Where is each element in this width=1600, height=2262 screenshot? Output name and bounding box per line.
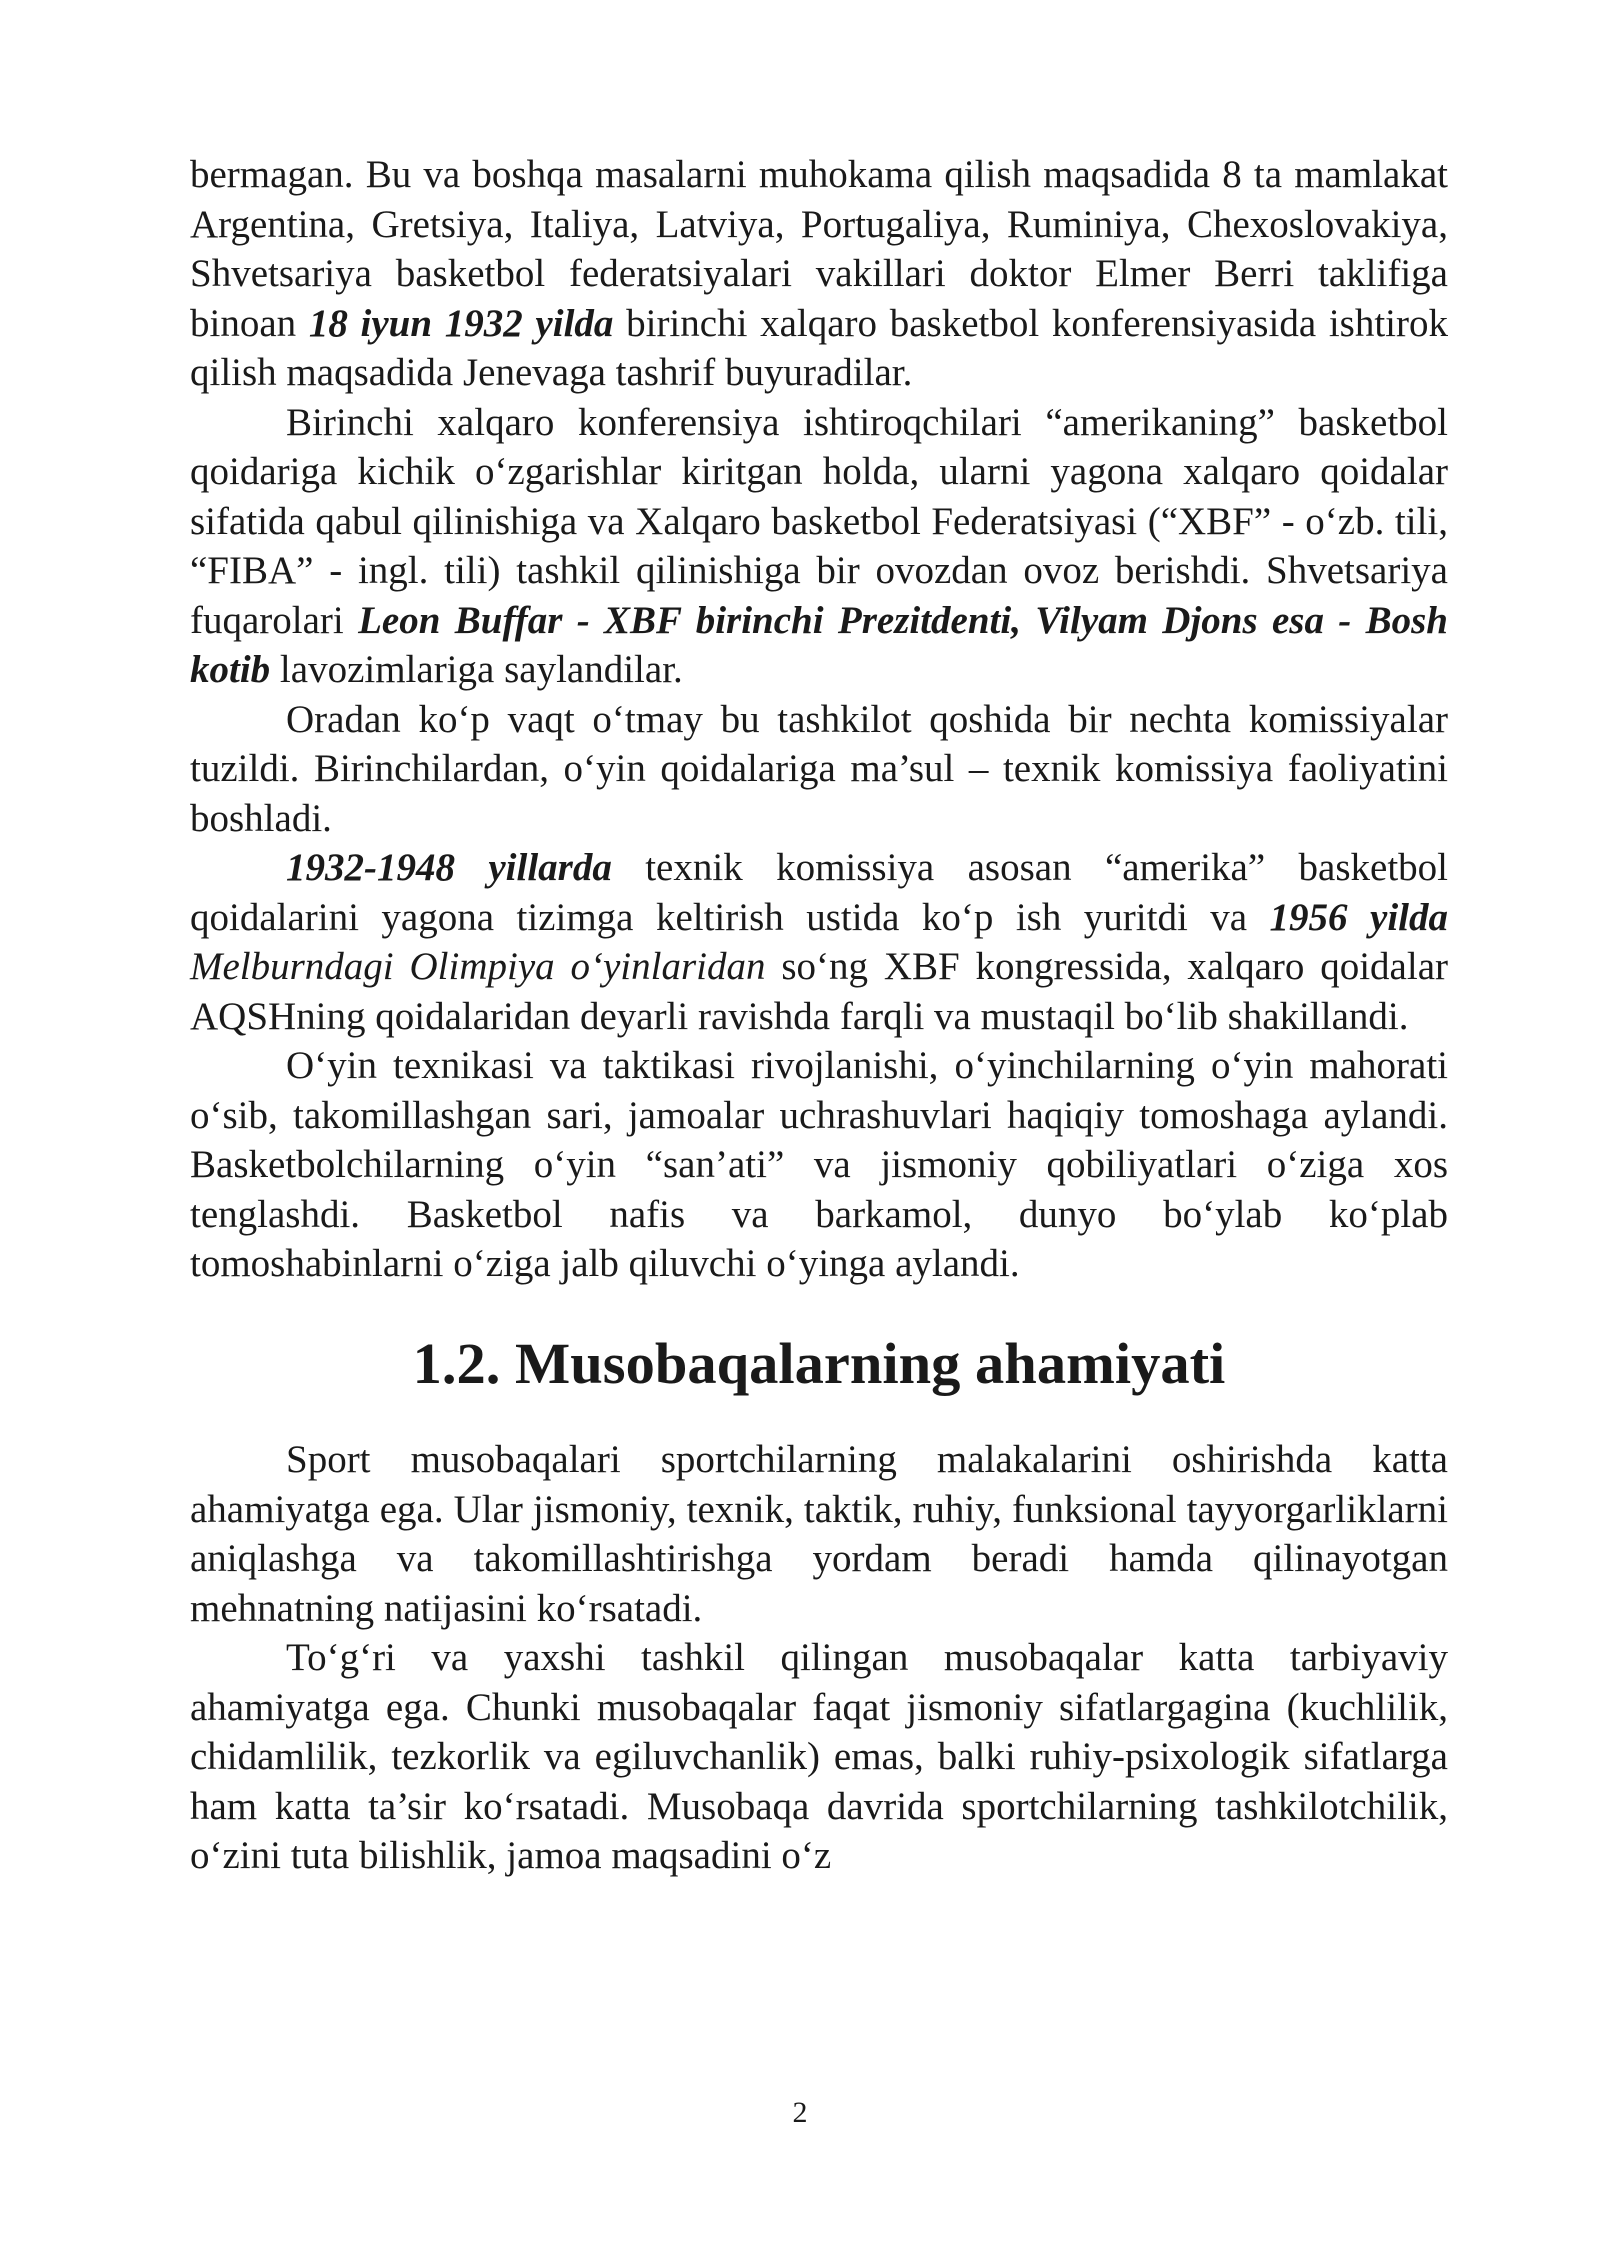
text-run: Birinchi xalqaro konferensiya ishtiroqchilari “amerikaning” basketbol qoidariga kichik o‘zgarishlar kiritgan holda, ularni yagona xalqaro qoidalar sifatida qabul qilinishiga va Xalqaro basketbol Federatsiyasi (“XBF” - o‘zb. tili, “FIBA” - ingl. tili) tashkil qilinishiga bir ovozdan ovoz berishdi. Shvetsariya fuqarolari	[190, 400, 1448, 642]
page-number: 2	[792, 2096, 808, 2129]
paragraph-fiba-founding	[190, 398, 1448, 695]
paragraph-educational-value: To‘g‘ri va yaxshi tashkil qilingan musobaqalar katta tarbiyaviy ahamiyatga ega. Chunki musobaqalar faqat jismoniy sifatlargagina (kuchlilik, chidamlilik, tezkorlik va egiluvchanlik) emas, balki ruhiy-psixologik sifatlarga ham katta ta’sir ko‘rsatadi. Musobaqa davrida sportchilarning tashkilotchilik, o‘zini tuta bilishlik, jamoa maqsadini o‘z	[190, 1636, 1448, 1877]
paragraph-conference-1932	[190, 150, 1448, 398]
officials-emphasis: Leon Buffar - XBF birinchi Prezitdenti, Vilyam Djons esa - Bosh kotib	[190, 598, 1448, 691]
date-emphasis: 18 iyun 1932 yilda	[308, 301, 614, 345]
paragraph-technical-commission	[190, 843, 1448, 1041]
text-run: so‘ng XBF kongressida, xalqaro qoidalar AQSHning qoidalaridan deyarli ravishda farqli va mustaqil bo‘lib shakillandi.	[190, 945, 1448, 1038]
text-run: lavozimlariga saylandilar.	[270, 648, 683, 691]
document-page	[190, 150, 1448, 1881]
text-run: birinchi xalqaro basketbol konferensiyasida ishtirok qilish maqsadida Jenevaga tashrif buyuradilar.	[190, 301, 1448, 394]
text-run: texnik komissiya asosan “amerika” basketbol qoidalarini yagona tizimga keltirish ustida ko‘p ish yuritdi va	[190, 846, 1448, 939]
period-emphasis: 1932-1948 yillarda	[286, 846, 612, 889]
paragraph-game-development: O‘yin texnikasi va taktikasi rivojlanishi, o‘yinchilarning o‘yin mahorati o‘sib, takomillashgan sari, jamoalar uchrashuvlari haqiqiy tomoshaga aylandi. Basketbolchilarning o‘yin “san’ati” va jismoniy qobiliyatlari o‘ziga xos tenglashdi. Basketbol nafis va barkamol, dunyo bo‘ylab ko‘plab tomoshabinlarni o‘ziga jalb qiluvchi o‘yinga aylandi.	[190, 1044, 1448, 1285]
section-heading: 1.2. Musobaqalarning ahamiyati	[412, 1330, 1226, 1396]
paragraph-commissions: Oradan ko‘p vaqt o‘tmay bu tashkilot qoshida bir nechta komissiyalar tuzildi. Birinchilardan, o‘yin qoidalariga ma’sul – texnik komissiya faoliyatini boshladi.	[190, 697, 1448, 840]
olympics-italic: Melburndagi Olimpiya o‘yinlaridan	[190, 945, 766, 988]
paragraph-competition-importance: Sport musobaqalari sportchilarning malakalarini oshirishda katta ahamiyatga ega. Ular jismoniy, texnik, taktik, ruhiy, funksional tayyorgarliklarni aniqlashga va takomillashtirishga yordam beradi hamda qilinayotgan mehnatning natijasini ko‘rsatadi.	[190, 1438, 1448, 1630]
year-emphasis: 1956 yilda	[1269, 895, 1448, 939]
text-run: bermagan. Bu va boshqa masalarni muhokama qilish maqsadida 8 ta mamlakat Argentina, Gretsiya, Italiya, Latviya, Portugaliya, Ruminiya, Chexoslovakiya, Shvetsariya basketbol federatsiyalari vakillari doktor Elmer Berri taklifiga binoan	[190, 153, 1448, 345]
